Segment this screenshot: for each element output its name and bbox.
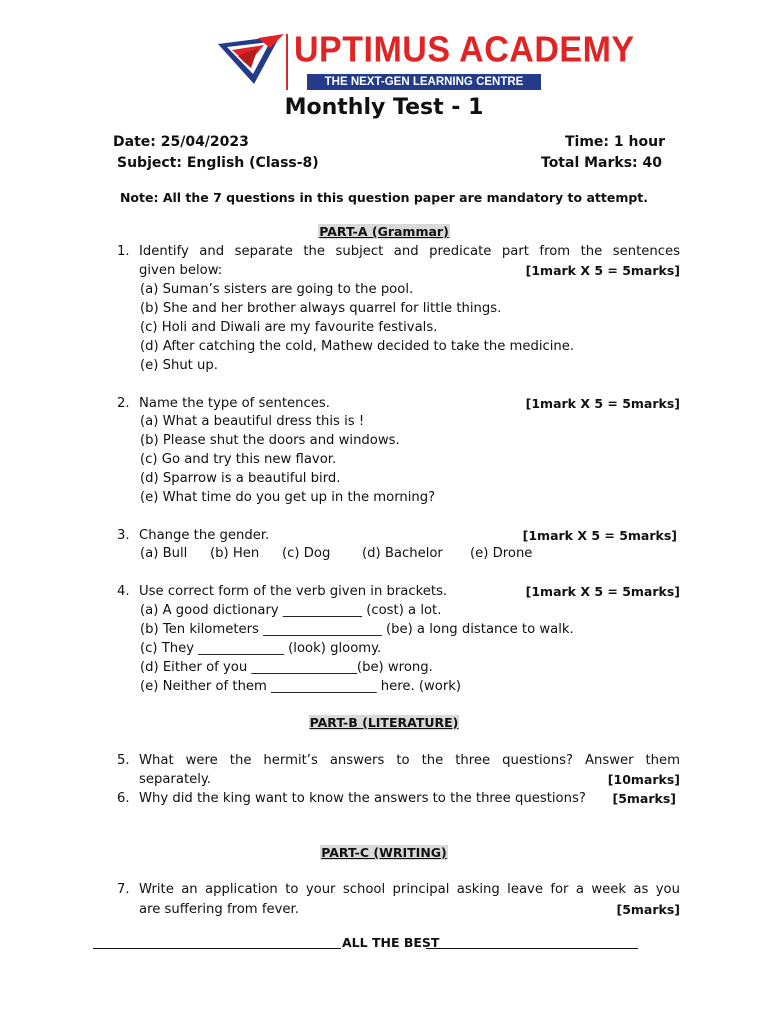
bird-logo-icon	[218, 34, 286, 86]
question-option: (a) A good dictionary ____________ (cost) a lot.	[140, 603, 442, 618]
question-number: 4.	[117, 584, 130, 599]
question-marks: [5marks]	[612, 791, 676, 806]
question-option: (c) They _____________ (look) gloomy.	[140, 641, 382, 656]
question-option: (b) She and her brother always quarrel for little things.	[140, 301, 502, 316]
question-number: 6.	[117, 791, 130, 806]
question-option: (d) Either of you ________________(be) wrong.	[140, 660, 433, 675]
question-option: (c) Go and try this new flavor.	[140, 452, 337, 467]
question-text: What were the hermit’s answers to the three questions? Answer them	[139, 753, 680, 768]
question-text: Change the gender.	[139, 528, 270, 543]
question-marks: [1mark X 5 = 5marks]	[525, 584, 680, 599]
question-number: 2.	[117, 396, 130, 411]
question-option: (a) What a beautiful dress this is !	[140, 414, 365, 429]
brand-tagline: THE NEXT-GEN LEARNING CENTRE	[307, 74, 541, 90]
instruction-note: Note: All the 7 questions in this question paper are mandatory to attempt.	[119, 190, 649, 205]
question-text: are suffering from fever.	[139, 902, 299, 917]
question-option: (d) After catching the cold, Mathew decided to take the medicine.	[140, 339, 575, 354]
question-text: Identify and separate the subject and predicate part from the sentences	[139, 244, 680, 259]
question-text: Name the type of sentences.	[139, 396, 330, 411]
question-text: given below:	[139, 263, 223, 278]
question-marks: [1mark X 5 = 5marks]	[522, 528, 677, 543]
question-text: separately.	[139, 772, 212, 787]
footer-wishes	[93, 934, 638, 952]
footer-rule-left	[93, 948, 341, 949]
question-number: 3.	[117, 528, 130, 543]
question-option: (e) Shut up.	[140, 358, 218, 373]
question-option: (e) What time do you get up in the morning?	[140, 490, 436, 505]
footer-text: ALL THE BEST	[342, 935, 440, 950]
brand-name: UPTIMUS ACADEMY	[294, 30, 635, 70]
logo-divider	[286, 34, 288, 90]
part-a-heading: PART-A (Grammar)	[319, 224, 449, 239]
question-option: (e) Drone	[470, 546, 533, 561]
test-date: Date: 25/04/2023	[113, 134, 249, 150]
test-time: Time: 1 hour	[565, 134, 665, 150]
question-option: (c) Dog	[282, 546, 331, 561]
question-marks: [1mark X 5 = 5marks]	[525, 396, 680, 411]
question-marks: [5marks]	[616, 902, 680, 917]
question-number: 7.	[117, 882, 130, 897]
question-option: (a) Bull	[140, 546, 188, 561]
question-option: (d) Bachelor	[362, 546, 443, 561]
question-option: (b) Ten kilometers __________________ (be) a long distance to walk.	[140, 622, 574, 637]
question-option: (e) Neither of them ________________ here. (work)	[140, 679, 462, 694]
test-subject: Subject: English (Class-8)	[117, 155, 319, 171]
question-number: 1.	[117, 244, 130, 259]
question-text: Write an application to your school principal asking leave for a week as you	[139, 882, 680, 897]
question-number: 5.	[117, 753, 130, 768]
question-option: (d) Sparrow is a beautiful bird.	[140, 471, 341, 486]
question-option: (a) Suman’s sisters are going to the pool.	[140, 282, 414, 297]
footer-rule-right	[426, 948, 638, 949]
part-c-heading: PART-C (WRITING)	[321, 845, 447, 860]
question-marks: [1mark X 5 = 5marks]	[525, 263, 680, 278]
question-option: (b) Hen	[210, 546, 260, 561]
page-title: Monthly Test - 1	[284, 95, 484, 120]
question-option: (c) Holi and Diwali are my favourite festivals.	[140, 320, 438, 335]
question-text: Why did the king want to know the answers to the three questions?	[139, 791, 586, 806]
part-b-heading: PART-B (LITERATURE)	[309, 715, 459, 730]
question-marks: [10marks]	[607, 772, 680, 787]
test-total-marks: Total Marks: 40	[541, 155, 663, 171]
question-option: (b) Please shut the doors and windows.	[140, 433, 400, 448]
question-text: Use correct form of the verb given in brackets.	[139, 584, 448, 599]
